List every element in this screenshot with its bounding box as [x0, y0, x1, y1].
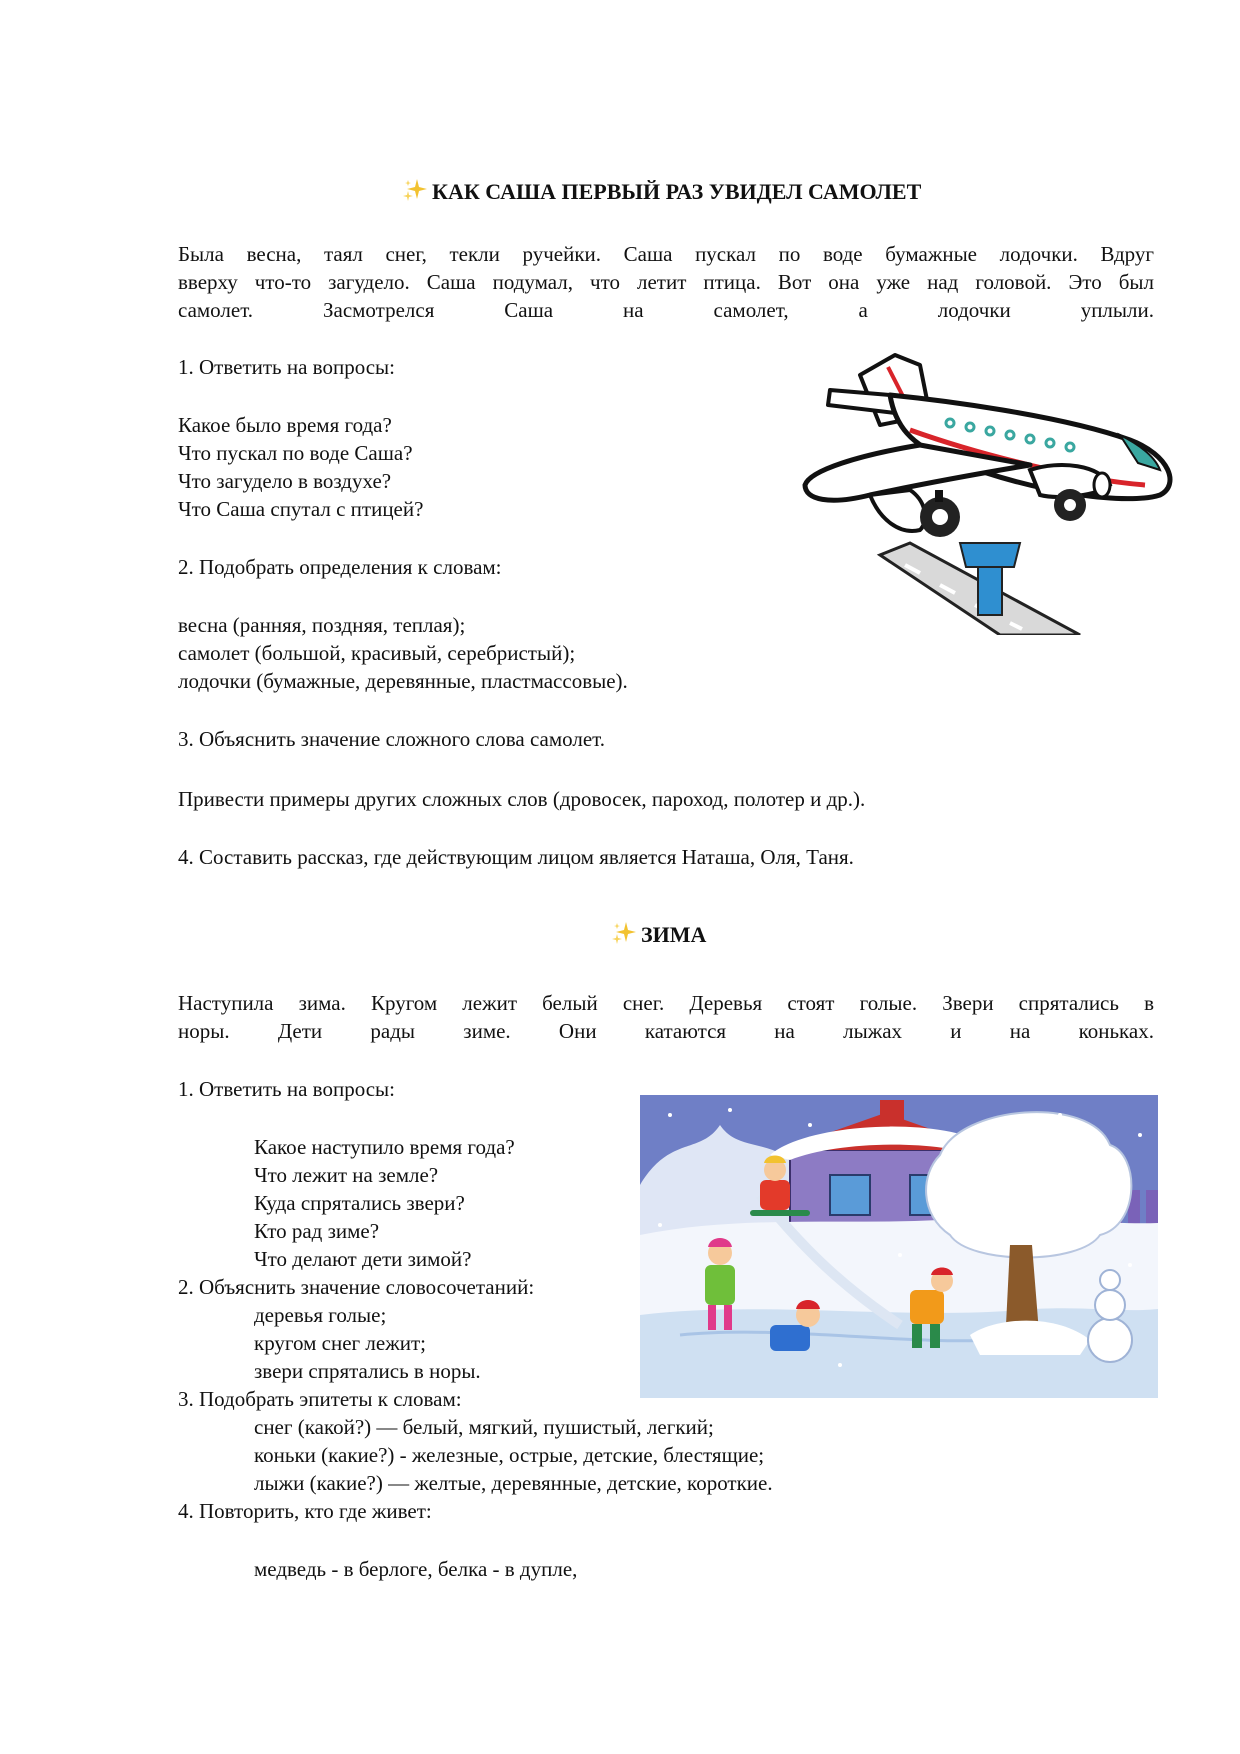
story2-question: Что лежит на земле? — [254, 1163, 439, 1187]
story2-title-text: ЗИМА — [641, 922, 707, 947]
story1-title — [402, 177, 921, 207]
story1-question: Что загудело в воздухе? — [178, 469, 392, 493]
story2-phrase: кругом снег лежит; — [254, 1331, 426, 1355]
story1-paragraph-line-1: Была весна, таял снег, текли ручейки. Саша пускал по воде бумажные лодочки. Вдруг — [178, 242, 1154, 266]
sparkle-icon — [611, 920, 637, 946]
story2-question: Что делают дети зимой? — [254, 1247, 472, 1271]
airplane-illustration — [800, 345, 1180, 635]
story1-title-text: КАК САША ПЕРВЫЙ РАЗ УВИДЕЛ САМОЛЕТ — [432, 179, 922, 204]
story1-paragraph-line-3: самолет. Засмотрелся Саша на самолет, а лодочки уплыли. — [178, 298, 1154, 322]
story2-paragraph-line-2: норы. Дети рады зиме. Они катаются на лыжах и на коньках. — [178, 1019, 1154, 1043]
story2-epithet: лыжи (какие?) — желтые, деревянные, детские, короткие. — [254, 1471, 773, 1495]
story1-task3-title: 3. Объяснить значение сложного слова самолет. — [178, 727, 606, 751]
story1-task4-title: 4. Составить рассказ, где действующим лицом является Наташа, Оля, Таня. — [178, 845, 854, 869]
story1-task3-extra: Привести примеры других сложных слов (дровосек, пароход, полотер и др.). — [178, 787, 866, 811]
story1-definition: лодочки (бумажные, деревянные, пластмассовые). — [178, 669, 628, 693]
story2-question: Куда спрятались звери? — [254, 1191, 465, 1215]
winter-illustration — [640, 1095, 1158, 1398]
story1-paragraph-line-2: вверху что-то загудело. Саша подумал, что летит птица. Вот она уже над головой. Это был — [178, 270, 1154, 294]
sparkle-icon — [402, 177, 428, 203]
story1-question: Что пускал по воде Саша? — [178, 441, 413, 465]
story2-task2-title: 2. Объяснить значение словосочетаний: — [178, 1275, 535, 1299]
story2-title — [611, 920, 706, 950]
story2-habitat: медведь - в берлоге, белка - в дупле, — [254, 1557, 578, 1581]
story1-definition: весна (ранняя, поздняя, теплая); — [178, 613, 466, 637]
story2-task1-title: 1. Ответить на вопросы: — [178, 1077, 395, 1101]
story2-question: Какое наступило время года? — [254, 1135, 515, 1159]
story1-task2-title: 2. Подобрать определения к словам: — [178, 555, 502, 579]
story2-task3-title: 3. Подобрать эпитеты к словам: — [178, 1387, 462, 1411]
story2-phrase: звери спрятались в норы. — [254, 1359, 481, 1383]
story1-task1-title: 1. Ответить на вопросы: — [178, 355, 395, 379]
story2-paragraph-line-1: Наступила зима. Кругом лежит белый снег. Деревья стоят голые. Звери спрятались в — [178, 991, 1154, 1015]
story2-task4-title: 4. Повторить, кто где живет: — [178, 1499, 432, 1523]
story1-question: Какое было время года? — [178, 413, 392, 437]
story2-question: Кто рад зиме? — [254, 1219, 380, 1243]
story1-definition: самолет (большой, красивый, серебристый); — [178, 641, 576, 665]
story2-phrase: деревья голые; — [254, 1303, 387, 1327]
story1-question: Что Саша спутал с птицей? — [178, 497, 424, 521]
story2-epithet: коньки (какие?) - железные, острые, детские, блестящие; — [254, 1443, 765, 1467]
story2-epithet: снег (какой?) — белый, мягкий, пушистый, легкий; — [254, 1415, 714, 1439]
